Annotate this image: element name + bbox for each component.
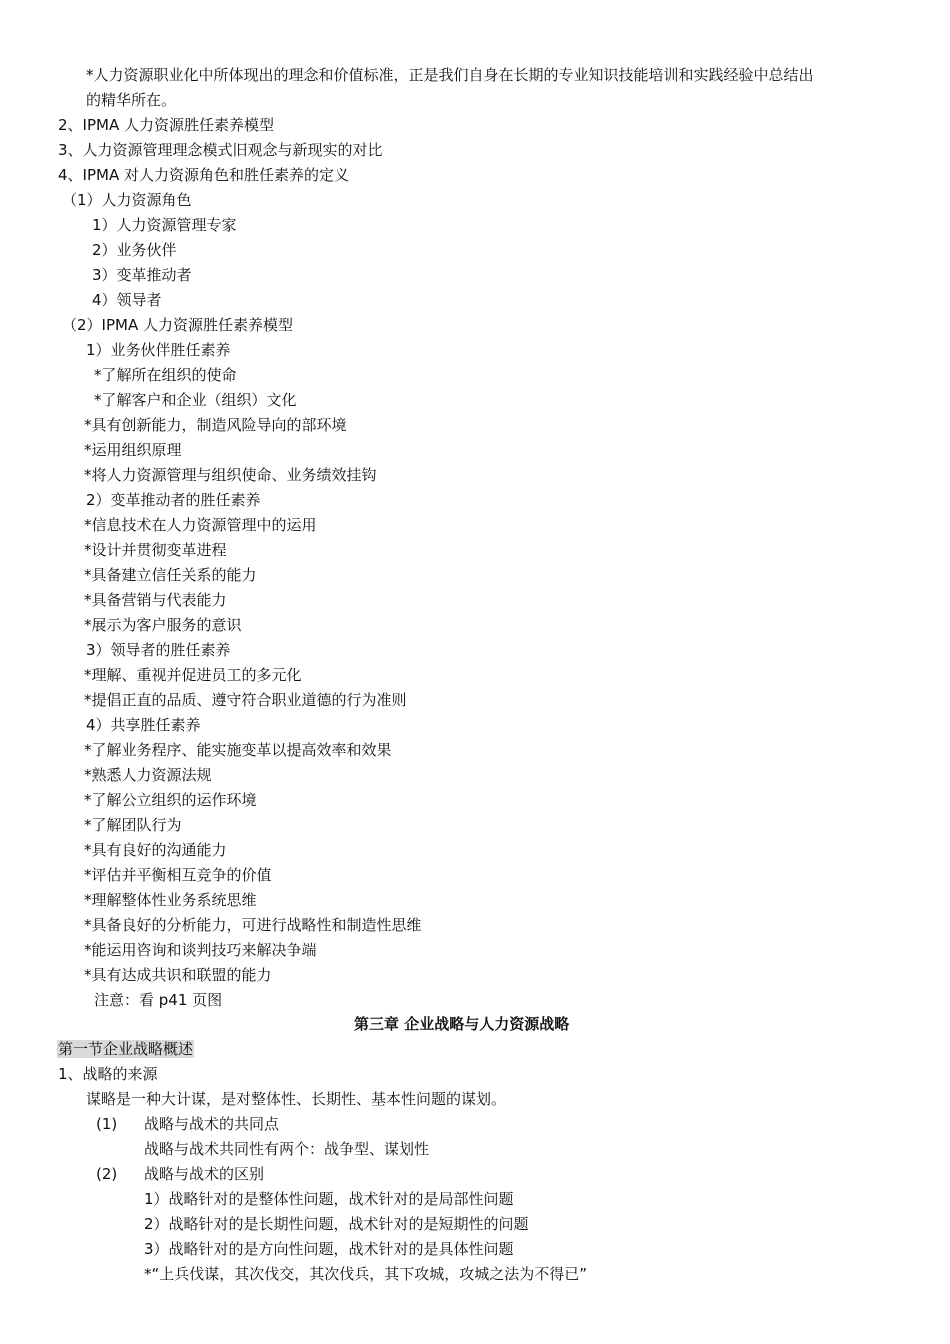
list-item: *具有达成共识和联盟的能力 [84,966,272,984]
list-item: *了解业务程序、能实施变革以提高效率和效果 [84,741,392,759]
list-item: 4、IPMA 对人力资源角色和胜任素养的定义 [58,166,349,184]
list-item: *能运用咨询和谈判技巧来解决争端 [84,941,317,959]
list-item: 3）战略针对的是方向性问题，战术针对的是具体性问题 [144,1240,514,1258]
section-title-text: 第一节企业战略概述 [58,1040,194,1058]
list-item: 3、人力资源管理理念模式旧观念与新现实的对比 [58,141,383,159]
list-item: 1）战略针对的是整体性问题，战术针对的是局部性问题 [144,1190,514,1208]
quote-line: *“上兵伐谋，其次伐交，其次伐兵，其下攻城，攻城之法为不得已” [144,1265,588,1283]
list-marker: (2) [96,1165,118,1183]
section-title [57,1037,194,1062]
list-item: *具有创新能力，制造风险导向的部环境 [84,416,347,434]
list-item: *将人力资源管理与组织使命、业务绩效挂钩 [84,466,377,484]
list-item: *具备良好的分析能力，可进行战略性和制造性思维 [84,916,422,934]
list-item: 2）战略针对的是长期性问题，战术针对的是短期性的问题 [144,1215,529,1233]
list-item: 2）变革推动者的胜任素养 [86,491,261,509]
list-item: *了解公立组织的运作环境 [84,791,257,809]
list-item: *评估并平衡相互竞争的价值 [84,866,272,884]
list-item: 2）业务伙伴 [92,241,177,259]
list-item: 1、战略的来源 [58,1065,158,1083]
list-item: 战略与战术的区别 [144,1165,265,1183]
text-line: 的精华所在。 [86,91,177,109]
list-marker: (1) [96,1115,118,1133]
list-item: *设计并贯彻变革进程 [84,541,227,559]
list-item: *具有良好的沟通能力 [84,841,227,859]
list-item: *具备建立信任关系的能力 [84,566,257,584]
text-line: *人力资源职业化中所体现出的理念和价值标准，正是我们自身在长期的专业知识技能培训和实践经验中总结出 [86,66,814,84]
list-item: 1）业务伙伴胜任素养 [86,341,231,359]
list-item: *运用组织原理 [84,441,182,459]
text-line: 战略与战术共同性有两个：战争型、谋划性 [144,1140,430,1158]
text-line: 谋略是一种大计谋，是对整体性、长期性、基本性问题的谋划。 [86,1090,507,1108]
list-item: *了解团队行为 [84,816,182,834]
list-item: *了解客户和企业（组织）文化 [94,391,297,409]
list-item: （1）人力资源角色 [62,191,192,209]
list-item: （2）IPMA 人力资源胜任素养模型 [62,316,293,334]
list-item: 战略与战术的共同点 [144,1115,280,1133]
list-item: *具备营销与代表能力 [84,591,227,609]
list-item: *展示为客户服务的意识 [84,616,242,634]
note-line: 注意：看 p41 页图 [94,991,223,1009]
list-item: 3）变革推动者 [92,266,192,284]
list-item: 2、IPMA 人力资源胜任素养模型 [58,116,274,134]
list-item: *理解、重视并促进员工的多元化 [84,666,302,684]
list-item: 4）共享胜任素养 [86,716,201,734]
list-item: *信息技术在人力资源管理中的运用 [84,516,317,534]
list-item: *熟悉人力资源法规 [84,766,212,784]
list-item: 4）领导者 [92,291,162,309]
list-item: 3）领导者的胜任素养 [86,641,231,659]
list-item: *了解所在组织的使命 [94,366,237,384]
list-item: *提倡正直的品质、遵守符合职业道德的行为准则 [84,691,407,709]
list-item: 1）人力资源管理专家 [92,216,237,234]
list-item: *理解整体性业务系统思维 [84,891,257,909]
chapter-title: 第三章 企业战略与人力资源战略 [354,1015,570,1033]
